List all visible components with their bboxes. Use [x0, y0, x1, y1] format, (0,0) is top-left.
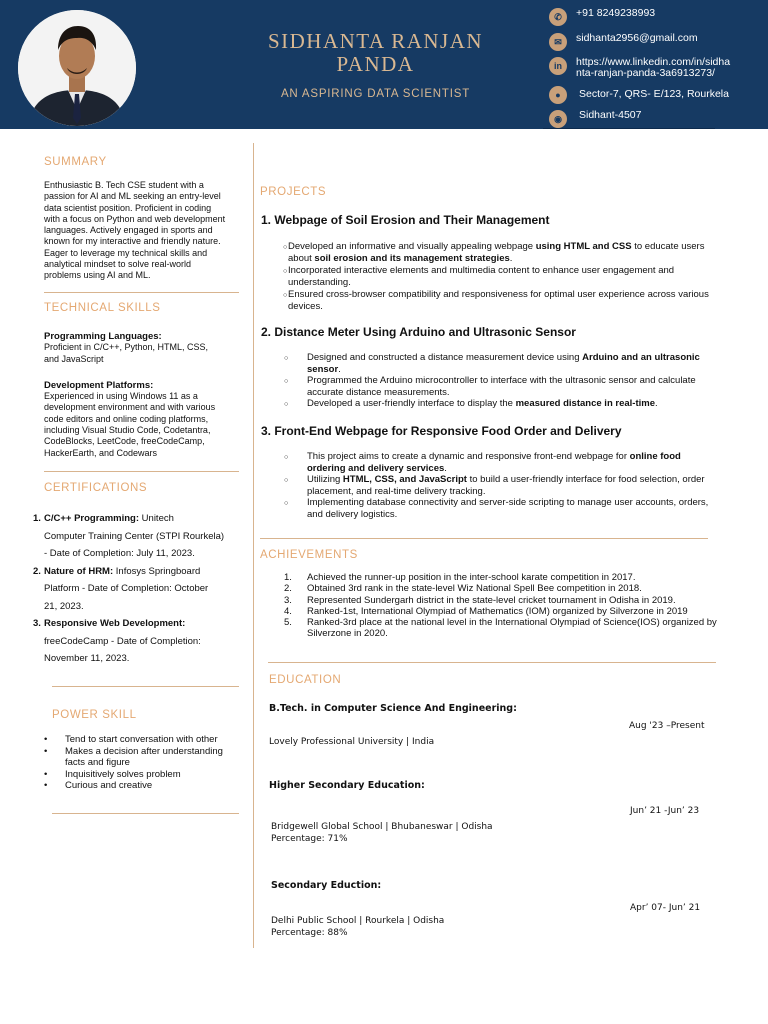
profile-photo — [18, 10, 136, 126]
education-date: Apr’ 07- Jun’ 21 — [630, 903, 701, 913]
education-institution — [271, 821, 493, 845]
linkedin-line-2: nta-ranjan-panda-3a6913273/ — [576, 67, 715, 79]
project-bullet: ○ Programmed the Arduino microcontroller to interface with the ultrasonic sensor and calculate accurate distance measurements. — [284, 375, 696, 398]
power-skill-item: • Makes a decision after understanding facts and figure — [44, 746, 239, 769]
institution-name: Bridgewell Global School | Bhubaneswar | Odisha — [271, 822, 493, 832]
divider-achievements — [268, 662, 716, 663]
development-platforms-label: Development Platforms: — [44, 379, 154, 391]
power-skill-item: • Tend to start conversation with other — [44, 734, 239, 746]
certification-title: Responsive Web Development: — [44, 618, 186, 629]
phone-icon: ✆ — [549, 8, 567, 26]
certification-number: 1. — [33, 513, 41, 524]
project-bullet: ○ Ensured cross-browser compatibility and responsiveness for optimal user experience across various devices. — [283, 289, 709, 312]
project-bullet: ○ Incorporated interactive elements and multimedia content to enhance user engagement and understanding. — [283, 265, 675, 288]
project-bullet: ○ Developed a user-friendly interface to display the measured distance in real-time. — [284, 398, 658, 409]
contact-address — [549, 86, 768, 104]
certification-title: Nature of HRM: — [44, 565, 114, 577]
certification-item — [33, 615, 243, 668]
divider-skills — [44, 471, 239, 472]
project-bullets — [284, 352, 713, 410]
certification-text: Unitech — [139, 513, 174, 524]
certification-title: C/C++ Programming: — [44, 513, 140, 524]
education-date: Jun’ 21 -Jun’ 23 — [630, 806, 700, 816]
certification-text: freeCodeCamp - Date of Completion: — [44, 635, 201, 647]
education-institution — [271, 915, 444, 939]
education-date: Aug '23 –Present — [629, 721, 705, 731]
divider-projects — [260, 538, 708, 539]
summary-line: Eager to leverage my technical skills and — [44, 247, 208, 258]
certifications-heading: CERTIFICATIONS — [44, 482, 148, 494]
tagline: AN ASPIRING DATA SCIENTIST — [280, 88, 471, 100]
linkedin-line-1: https://www.linkedin.com/in/sidha — [576, 56, 731, 68]
technical-skills-heading: TECHNICAL SKILLS — [44, 302, 161, 314]
contact-phone — [549, 8, 768, 26]
address-text: Sector-7, QRS- E/123, Rourkela — [579, 88, 729, 100]
platforms-line: Experienced in using Windows 11 as a — [44, 391, 198, 402]
platforms-line: CodeBlocks, LeetCode, freeCodeCamp, — [44, 436, 205, 447]
achievement-item: 1. Achieved the runner-up position in the inter-school karate competition in 2017. — [284, 572, 636, 583]
project-bullet: ○ Designed and constructed a distance measurement device using Arduino and an ultrasonic sensor. — [284, 352, 700, 375]
institution-name: Lovely Professional University | India — [269, 737, 435, 747]
institution-name: Delhi Public School | Rourkela | Odisha — [271, 916, 445, 926]
project-bullets — [284, 451, 717, 520]
email-icon: ✉ — [549, 33, 567, 51]
project-bullet: ○ Utilizing HTML, CSS, and JavaScript to build a user-friendly interface for food selection, order placement, and real-time delivery tracking. — [284, 474, 705, 497]
platforms-line: development environment and with various — [44, 402, 216, 413]
summary-line: known for my interactive and friendly nature. — [44, 236, 221, 247]
linkedin-link[interactable] — [576, 57, 768, 79]
achievement-item: 4. Ranked-1st, International Olympiad of Mathematics (IOM) organized by Silverzone in 2019 — [284, 605, 688, 617]
project-bullet: ○ Implementing database connectivity and server-side scripting to manage user accounts, orders, and delivery logistics. — [284, 497, 709, 520]
certification-item — [33, 510, 243, 563]
certification-number: 2. — [33, 565, 41, 577]
divider-summary — [44, 292, 239, 293]
education-degree: Secondary Eduction: — [271, 880, 382, 891]
github-text[interactable]: Sidhant-4507 — [579, 109, 642, 121]
email-text[interactable]: sidhanta2956@gmail.com — [576, 32, 698, 44]
project-bullets — [283, 241, 713, 313]
project-bullet: ○ This project aims to create a dynamic and responsive front-end webpage for online food ordering and delivery services. — [284, 451, 681, 474]
summary-line: Enthusiastic B. Tech CSE student with a — [44, 180, 204, 190]
summary-line: with a focus on Python and web development — [44, 213, 226, 224]
header-underline — [543, 128, 715, 129]
programming-languages-line: and JavaScript — [44, 353, 104, 364]
summary-line: data scientist position. Proficient in coding — [44, 202, 212, 213]
divider-certifications — [52, 686, 239, 687]
certification-item — [33, 563, 243, 616]
candidate-name — [208, 30, 543, 76]
technical-skills — [44, 331, 239, 459]
projects-heading: PROJECTS — [260, 186, 327, 198]
power-skill-heading: POWER SKILL — [52, 709, 137, 721]
achievement-item: 2. Obtained 3rd rank in the state-level Wiz National Spell Bee competition in 2018. — [284, 583, 642, 595]
summary-heading: SUMMARY — [44, 156, 107, 168]
programming-languages-label: Programming Languages: — [44, 331, 162, 342]
power-skill-item: • Curious and creative — [44, 780, 239, 792]
project-title: 3. Front-End Webpage for Responsive Food Order and Delivery — [261, 424, 622, 438]
project-bullet: ○ Developed an informative and visually appealing webpage using HTML and CSS to educate users about soil erosion and its management strategies. — [283, 241, 705, 264]
contact-github — [549, 110, 768, 128]
education-degree: Higher Secondary Education: — [269, 780, 425, 791]
certification-text: - Date of Completion: July 11, 2023. — [44, 548, 195, 559]
linkedin-icon: in — [549, 57, 567, 75]
project-title: 2. Distance Meter Using Arduino and Ultrasonic Sensor — [261, 325, 576, 339]
summary-text — [44, 180, 239, 282]
platforms-line: code editors and online coding platforms, — [44, 413, 209, 424]
summary-line: problems using AI and ML. — [44, 270, 151, 281]
achievements-list — [284, 572, 717, 640]
certification-text: November 11, 2023. — [44, 653, 130, 664]
divider-power-skill — [52, 813, 239, 814]
power-skill-list — [44, 734, 239, 792]
resume-header — [0, 0, 768, 129]
achievement-item: 5. Ranked-3rd place at the national level in the International Olympiad of Science(IOS) organized by Silverzone in 2020. — [284, 617, 717, 640]
education-percentage: Percentage: 71% — [271, 834, 348, 844]
platforms-line: HackerEarth, and Codewars — [44, 447, 158, 458]
certification-text: Computer Training Center (STPI Rourkela) — [44, 530, 225, 542]
name-line-1: SIDHANTA RANJAN — [267, 29, 484, 53]
name-line-2: PANDA — [336, 52, 415, 76]
achievement-item: 3. Represented Sundergarh district in the state-level cricket tournament in Odisha in 2019. — [284, 594, 676, 606]
platforms-line: including Visual Studio Code, Codetantra, — [44, 425, 211, 436]
certification-text: Infosys Springboard — [113, 565, 201, 577]
contact-email — [549, 33, 768, 51]
programming-languages-line: Proficient in C/C++, Python, HTML, CSS, — [44, 342, 209, 353]
achievements-heading: ACHIEVEMENTS — [260, 549, 358, 561]
location-pin-icon: ● — [549, 86, 567, 104]
education-heading: EDUCATION — [269, 674, 342, 686]
education-degree: B.Tech. in Computer Science And Engineering: — [269, 703, 517, 714]
summary-line: analytical mindset to solve real-world — [44, 259, 192, 270]
certifications-list — [33, 510, 243, 668]
certification-text: Platform - Date of Completion: October — [44, 583, 209, 594]
column-divider — [253, 143, 254, 948]
github-icon: ◉ — [549, 110, 567, 128]
certification-number: 3. — [33, 618, 41, 629]
summary-line: languages. Actively engaged in sports and — [44, 225, 213, 236]
contact-linkedin — [549, 57, 768, 79]
power-skill-item: • Inquisitively solves problem — [44, 769, 239, 781]
phone-text: +91 8249238993 — [576, 7, 656, 19]
education-percentage: Percentage: 88% — [271, 928, 348, 938]
certification-text: 21, 2023. — [44, 600, 84, 612]
education-institution — [269, 736, 434, 748]
project-title: 1. Webpage of Soil Erosion and Their Management — [261, 213, 550, 227]
summary-line: passion for AI and ML seeking an entry-level — [44, 191, 221, 202]
